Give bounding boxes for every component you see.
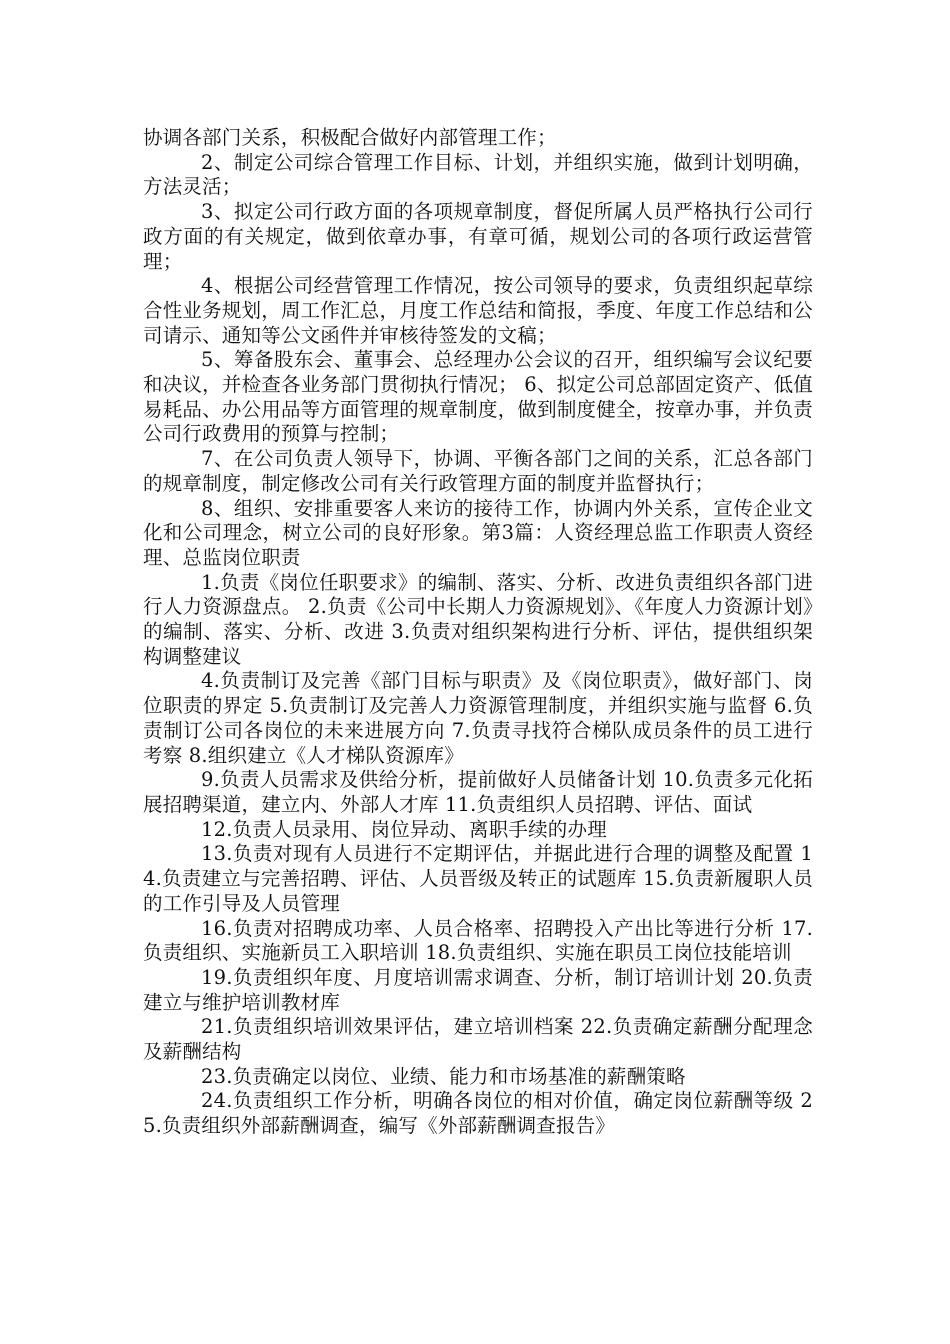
paragraph-1: 协调各部门关系，积极配合做好内部管理工作； xyxy=(143,126,557,149)
paragraph-17: 24.负责组织工作分析，明确各岗位的相对价值，确定岗位薪酬等级 25.负责组织外部薪酬调查，编写《外部薪酬调查报告》 xyxy=(143,1089,813,1138)
paragraph-15: 21.负责组织培训效果评估，建立培训档案 22.负责确定薪酬分配理念及薪酬结构 xyxy=(143,1015,813,1064)
paragraph-5: 5、筹备股东会、董事会、总经理办公会议的召开，组织编写会议纪要和决议，并检查各业务部门贯彻执行情况； 6、拟定公司总部固定资产、低值易耗品、办公用品等方面管理的规章制度，做到制度健全，按章办事，并负责公司行政费用的预算与控制； xyxy=(143,348,813,446)
paragraph-4: 4、根据公司经营管理工作情况，按公司领导的要求，负责组织起草综合性业务规划，周工作汇总，月度工作总结和简报，季度、年度工作总结和公司请示、通知等公文函件并审核待签发的文稿； xyxy=(143,274,813,347)
paragraph-8: 1.负责《岗位任职要求》的编制、落实、分析、改进负责组织各部门进行人力资源盘点。 2.负责《公司中长期人力资源规划》、《年度人力资源计划》的编制、落实、分析、改进 3.负责对组织架构进行分析、评估，提供组织架构调整建议 xyxy=(143,570,813,668)
paragraph-12: 13.负责对现有人员进行不定期评估，并据此进行合理的调整及配置 14.负责建立与完善招聘、评估、人员晋级及转正的试题库 15.负责新履职人员的工作引导及人员管理 xyxy=(143,842,813,915)
paragraph-7: 8、组织、安排重要客人来访的接待工作，协调内外关系，宣传企业文化和公司理念，树立公司的良好形象。第3篇：人资经理总监工作职责人资经理、总监岗位职责 xyxy=(143,496,813,569)
paragraph-9: 4.负责制订及完善《部门目标与职责》及《岗位职责》，做好部门、岗位职责的界定 5.负责制订及完善人力资源管理制度，并组织实施与监督 6.负责制订公司各岗位的未来进展方向 7.负责寻找符合梯队成员条件的员工进行考察 8.组织建立《人才梯队资源库》 xyxy=(143,669,813,767)
paragraph-6: 7、在公司负责人领导下，协调、平衡各部门之间的关系，汇总各部门的规章制度，制定修改公司有关行政管理方面的制度并监督执行； xyxy=(143,447,813,495)
paragraph-14: 19.负责组织年度、月度培训需求调查、分析，制订培训计划 20.负责建立与维护培训教材库 xyxy=(143,965,813,1014)
paragraph-13: 16.负责对招聘成功率、人员合格率、招聘投入产出比等进行分析 17.负责组织、实施新员工入职培训 18.负责组织、实施在职员工岗位技能培训 xyxy=(143,916,813,965)
paragraph-16: 23.负责确定以岗位、业绩、能力和市场基准的薪酬策略 xyxy=(201,1064,686,1088)
paragraph-3: 3、拟定公司行政方面的各项规章制度，督促所属人员严格执行公司行政方面的有关规定，做到依章办事，有章可循，规划公司的各项行政运营管理； xyxy=(143,200,813,273)
paragraph-10: 9.负责人员需求及供给分析，提前做好人员储备计划 10.负责多元化拓展招聘渠道，建立内、外部人才库 11.负责组织人员招聘、评估、面试 xyxy=(143,768,813,816)
document-body xyxy=(143,126,813,1139)
paragraph-2: 2、制定公司综合管理工作目标、计划，并组织实施，做到计划明确，方法灵活； xyxy=(143,150,813,199)
paragraph-11: 12.负责人员录用、岗位异动、离职手续的办理 xyxy=(201,817,607,841)
